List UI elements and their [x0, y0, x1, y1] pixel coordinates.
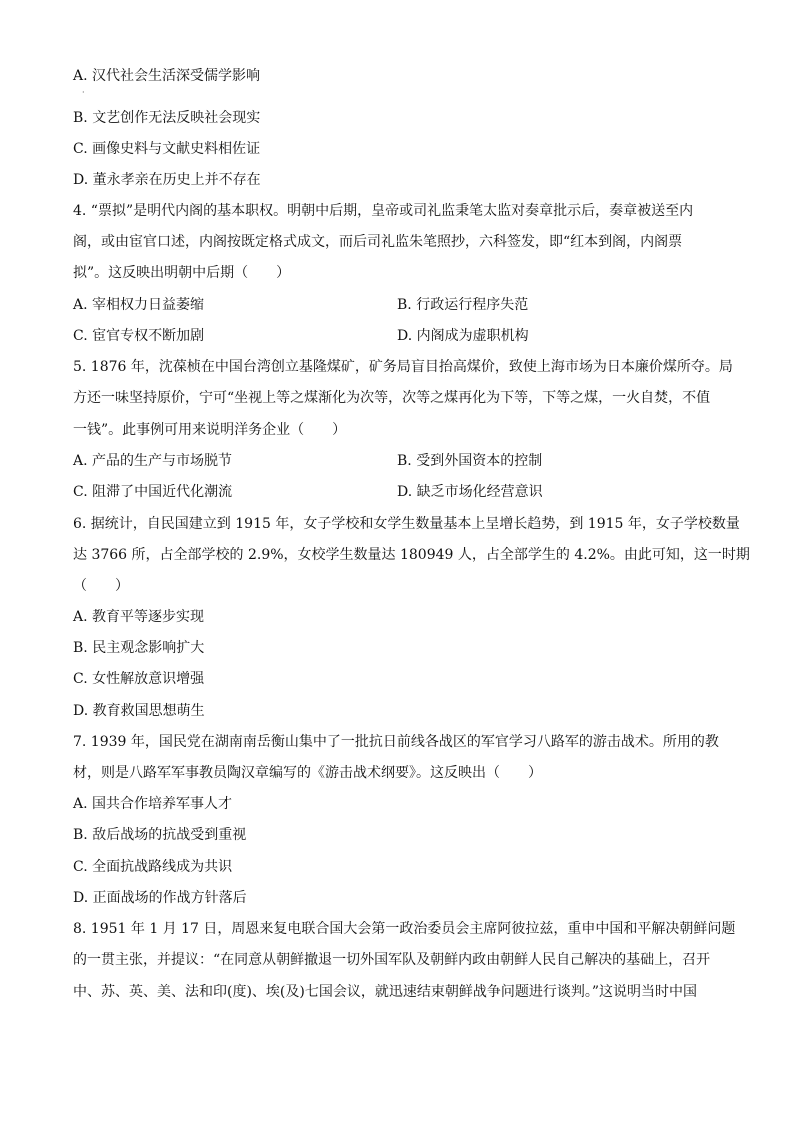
q4-stem-line-3: 拟”。这反映出明朝中后期（ ）	[73, 265, 291, 281]
q4-option-c: C. 宦官专权不断加剧	[73, 328, 205, 344]
q5-stem-line-2: 方还一味坚持原价，宁可“坐视上等之煤渐化为次等，次等之煤再化为下等，下等之煤，一火自焚，不值	[73, 390, 711, 406]
q3-option-d: D. 董永孝亲在历史上并不存在	[73, 172, 261, 188]
q4-stem-line-2: 阁，或由宦官口述，内阁按既定格式成文，而后司礼监朱笔照抄，六科签发，即“红本到阁，内阁票	[73, 234, 683, 250]
q4-option-d: D. 内阁成为虚职机构	[397, 328, 529, 344]
q7-option-b: B. 敌后战场的抗战受到重视	[73, 827, 247, 843]
q6-stem-line-2: 达 3766 所，占全部学校的 2.9%，女校学生数量达 180949 人，占全部学生的 4.2%。由此可知，这一时期	[73, 547, 750, 563]
q4-stem-line-1: 4. “票拟”是明代内阁的基本职权。明朝中后期，皇帝或司礼监秉笔太监对奏章批示后，奏章被送至内	[73, 203, 694, 219]
q5-stem-line-1: 5. 1876 年，沈葆桢在中国台湾创立基隆煤矿，矿务局盲目抬高煤价，致使上海市场为日本廉价煤所夺。局	[73, 359, 733, 375]
q4-option-a: A. 宰相权力日益萎缩	[73, 297, 205, 313]
q7-option-d: D. 正面战场的作战方针落后	[73, 890, 247, 906]
q6-option-b: B. 民主观念影响扩大	[73, 640, 205, 656]
q5-option-c: C. 阻滞了中国近代化潮流	[73, 484, 233, 500]
q8-stem-line-3: 中、苏、英、美、法和印(度)、埃(及)七国会议，就迅速结束朝鲜战争问题进行谈判。”这说明当时中国	[73, 984, 698, 1000]
q5-option-d: D. 缺乏市场化经营意识	[397, 484, 543, 500]
q8-stem-line-2: 的一贯主张，并提议：“在同意从朝鲜撤退一切外国军队及朝鲜内政由朝鲜人民自己解决的基础上，召开	[73, 952, 711, 968]
q6-option-d: D. 教育救国思想萌生	[73, 703, 205, 719]
q6-option-a: A. 教育平等逐步实现	[73, 609, 205, 625]
q6-option-c: C. 女性解放意识增强	[73, 671, 205, 687]
q7-option-c: C. 全面抗战路线成为共识	[73, 859, 233, 875]
q6-stem-line-3: （ ）	[73, 578, 129, 594]
q3-option-c: C. 画像史料与文献史料相佐证	[73, 141, 261, 157]
q8-stem-line-1: 8. 1951 年 1 月 17 日，周恩来复电联合国大会第一政治委员会主席阿彼拉兹，重申中国和平解决朝鲜问题	[73, 921, 736, 937]
q6-stem-line-1: 6. 据统计，自民国建立到 1915 年，女子学校和女学生数量基本上呈增长趋势，到 1915 年，女子学校数量	[73, 516, 740, 532]
q7-stem-line-1: 7. 1939 年，国民党在湖南南岳衡山集中了一批抗日前线各战区的军官学习八路军的游击战术。所用的教	[73, 734, 719, 750]
q7-stem-line-2: 材，则是八路军军事教员陶汉章编写的《游击战术纲要》。这反映出（ ）	[73, 765, 542, 781]
stray-dot: ·	[82, 88, 85, 97]
q7-option-a: A. 国共合作培养军事人才	[73, 796, 233, 812]
q3-option-a: A. 汉代社会生活深受儒学影响	[73, 68, 261, 84]
q5-option-b: B. 受到外国资本的控制	[397, 453, 543, 469]
q4-option-b: B. 行政运行程序失范	[397, 297, 529, 313]
q3-option-b: B. 文艺创作无法反映社会现实	[73, 110, 261, 126]
q5-stem-line-3: 一钱”。此事例可用来说明洋务企业（ ）	[73, 422, 347, 438]
q5-option-a: A. 产品的生产与市场脱节	[73, 453, 233, 469]
